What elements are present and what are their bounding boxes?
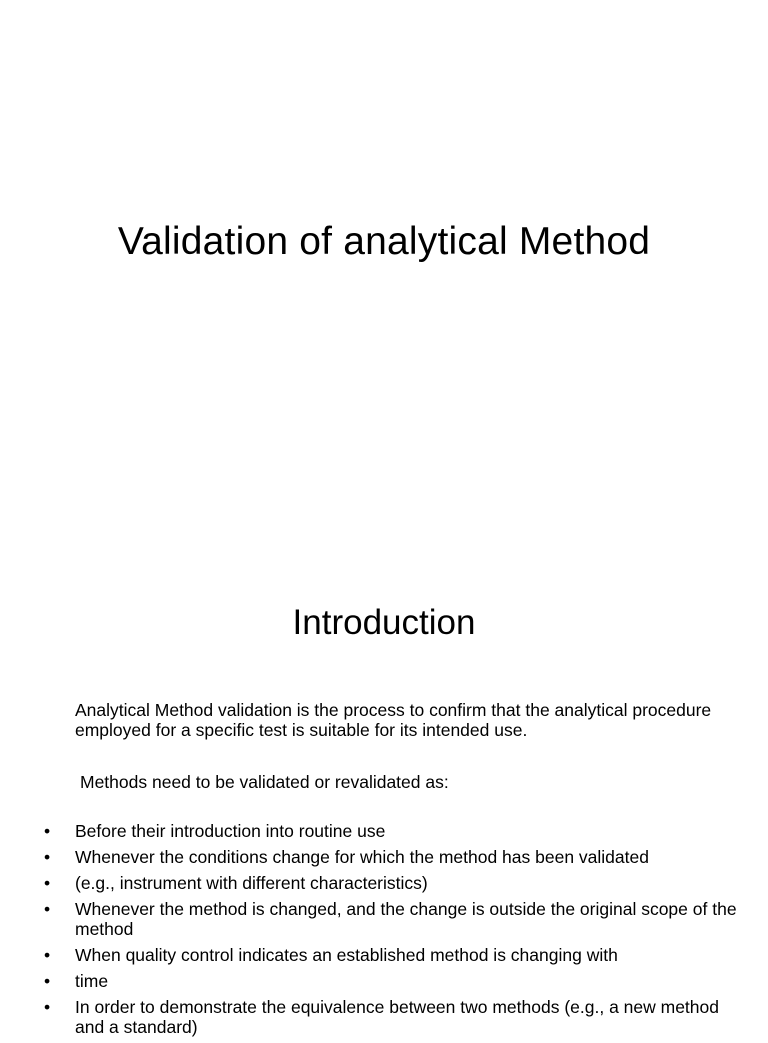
bullet-icon: • [44,899,51,919]
bullet-icon: • [44,821,51,841]
list-item [0,873,768,893]
bullet-text: time [75,971,109,991]
bullet-text: Before their introduction into routine use [75,821,386,841]
slide-heading: Introduction [292,603,476,642]
revalidation-bullet-list [0,821,768,1043]
introduction-slide [0,576,768,1037]
list-item [0,997,768,1037]
bullet-icon: • [44,971,51,991]
bullet-text: Whenever the method is changed, and the change is outside the original scope of the method [75,899,737,939]
revalidation-intro: Methods need to be validated or revalidated as: [80,772,449,792]
slide-title: Validation of analytical Method [117,220,651,263]
list-item [0,971,768,991]
bullet-icon: • [44,873,51,893]
list-item [0,945,768,965]
bullet-icon: • [44,997,51,1017]
list-item [0,821,768,841]
list-item [0,899,768,939]
bullet-text: In order to demonstrate the equivalence between two methods (e.g., a new method and a standard) [75,997,719,1037]
bullet-icon: • [44,945,51,965]
bullet-text: Whenever the conditions change for which the method has been validated [75,847,649,867]
definition-paragraph: Analytical Method validation is the process to confirm that the analytical procedure employed for a specific test is suitable for its intended use. [75,700,712,740]
list-item [0,847,768,867]
bullet-text: When quality control indicates an established method is changing with [75,945,618,965]
bullet-icon: • [44,847,51,867]
bullet-text: (e.g., instrument with different characteristics) [75,873,428,893]
